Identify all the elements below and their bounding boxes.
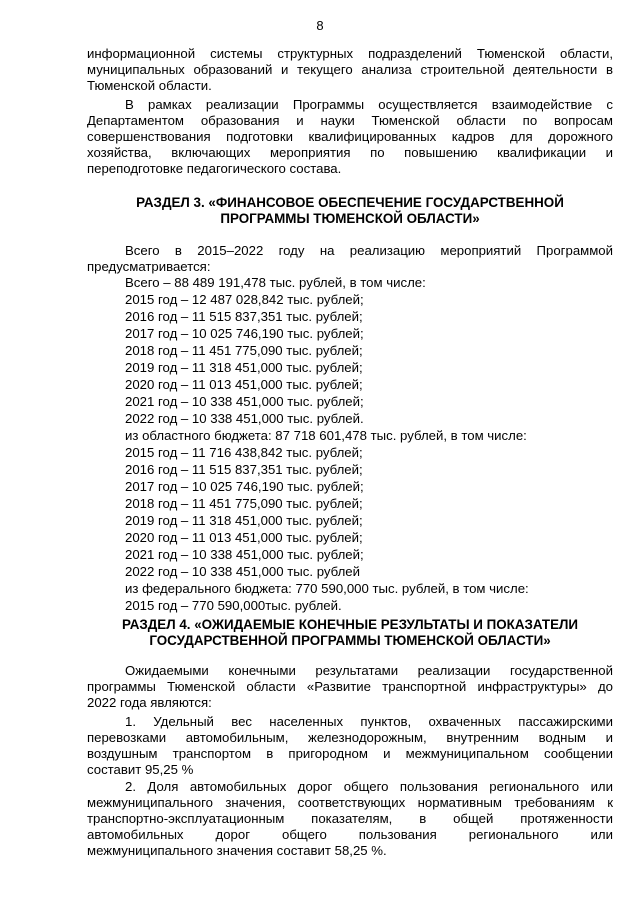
finance-line: 2016 год – 11 515 837,351 тыс. рублей; <box>125 462 363 477</box>
section4-heading: ГОСУДАРСТВЕННОЙ ПРОГРАММЫ ТЮМЕНСКОЙ ОБЛАСТИ» <box>149 633 551 648</box>
finance-line: 2015 год – 12 487 028,842 тыс. рублей; <box>125 292 364 307</box>
finance-line: 2018 год – 11 451 775,090 тыс. рублей; <box>125 343 363 358</box>
section4-line: воздушным транспортом в пригородном и межмуниципальном сообщении <box>87 746 613 761</box>
section4-line: перевозками автомобильным, железнодорожным, внутренним водным и <box>87 730 613 745</box>
intro-line: хозяйства, включающих мероприятия по повышению квалификации и <box>87 145 613 160</box>
finance-line: 2022 год – 10 338 451,000 тыс. рублей <box>125 564 360 579</box>
section4-line: транспортно-эксплуатационным показателям, в общей протяженности <box>87 811 613 826</box>
intro-line: Тюменской области. <box>87 78 212 93</box>
section4-line: автомобильных дорог общего пользования регионального или <box>87 827 613 842</box>
intro-line: В рамках реализации Программы осуществляется взаимодействие с <box>125 97 613 112</box>
finance-line: 2019 год – 11 318 451,000 тыс. рублей; <box>125 513 363 528</box>
section4-heading: РАЗДЕЛ 4. «ОЖИДАЕМЫЕ КОНЕЧНЫЕ РЕЗУЛЬТАТЫ И ПОКАЗАТЕЛИ <box>121 617 579 632</box>
section4-line: Ожидаемыми конечными результатами реализации государственной <box>125 663 613 678</box>
section4-line: 2022 года являются: <box>87 695 212 710</box>
finance-line: 2018 год – 11 451 775,090 тыс. рублей; <box>125 496 363 511</box>
intro-line: информационной системы структурных подразделений Тюменской области, <box>87 46 613 61</box>
section3-heading: РАЗДЕЛ 3. «ФИНАНСОВОЕ ОБЕСПЕЧЕНИЕ ГОСУДАРСТВЕННОЙ <box>136 195 564 210</box>
section3-heading: ПРОГРАММЫ ТЮМЕНСКОЙ ОБЛАСТИ» <box>220 211 480 226</box>
finance-line: 2020 год – 11 013 451,000 тыс. рублей; <box>125 377 363 392</box>
finance-line: из федерального бюджета: 770 590,000 тыс. рублей, в том числе: <box>125 581 529 596</box>
finance-line: 2021 год – 10 338 451,000 тыс. рублей; <box>125 394 364 409</box>
page-number: 8 <box>316 18 324 33</box>
intro-line: совершенствования подготовки квалифицированных кадров для дорожного <box>87 129 613 144</box>
section4-line: 2. Доля автомобильных дорог общего пользования регионального или <box>125 779 613 794</box>
finance-line: 2016 год – 11 515 837,351 тыс. рублей; <box>125 309 363 324</box>
section4-line: межмуниципального значения, соответствующих нормативным требованиям к <box>87 795 613 810</box>
intro-line: переподготовке педагогического состава. <box>87 161 342 176</box>
finance-line: 2015 год – 770 590,000тыс. рублей. <box>125 598 342 613</box>
intro-line: Департаментом образования и науки Тюменской области по вопросам <box>87 113 613 128</box>
finance-line: 2022 год – 10 338 451,000 тыс. рублей. <box>125 411 364 426</box>
finance-line: из областного бюджета: 87 718 601,478 тыс. рублей, в том числе: <box>125 428 527 443</box>
section4-line: 1. Удельный вес населенных пунктов, охваченных пассажирскими <box>125 714 613 729</box>
intro-line: муниципальных образований и текущего анализа строительной деятельности в <box>87 62 613 77</box>
section4-line: программы Тюменской области «Развитие транспортной инфраструктуры» до <box>87 679 613 694</box>
finance-line: 2020 год – 11 013 451,000 тыс. рублей; <box>125 530 363 545</box>
section3-intro: Всего в 2015–2022 году на реализацию мероприятий Программой <box>125 243 613 258</box>
finance-line: 2019 год – 11 318 451,000 тыс. рублей; <box>125 360 363 375</box>
finance-line: 2021 год – 10 338 451,000 тыс. рублей; <box>125 547 364 562</box>
finance-line: 2015 год – 11 716 438,842 тыс. рублей; <box>125 445 363 460</box>
section3-intro: предусматривается: <box>87 259 211 274</box>
section4-line: межмуниципального значения составит 58,25 %. <box>87 843 387 858</box>
section4-line: составит 95,25 % <box>87 762 194 777</box>
finance-line: 2017 год – 10 025 746,190 тыс. рублей; <box>125 479 364 494</box>
finance-line: 2017 год – 10 025 746,190 тыс. рублей; <box>125 326 364 341</box>
finance-line: Всего – 88 489 191,478 тыс. рублей, в том числе: <box>125 275 426 290</box>
